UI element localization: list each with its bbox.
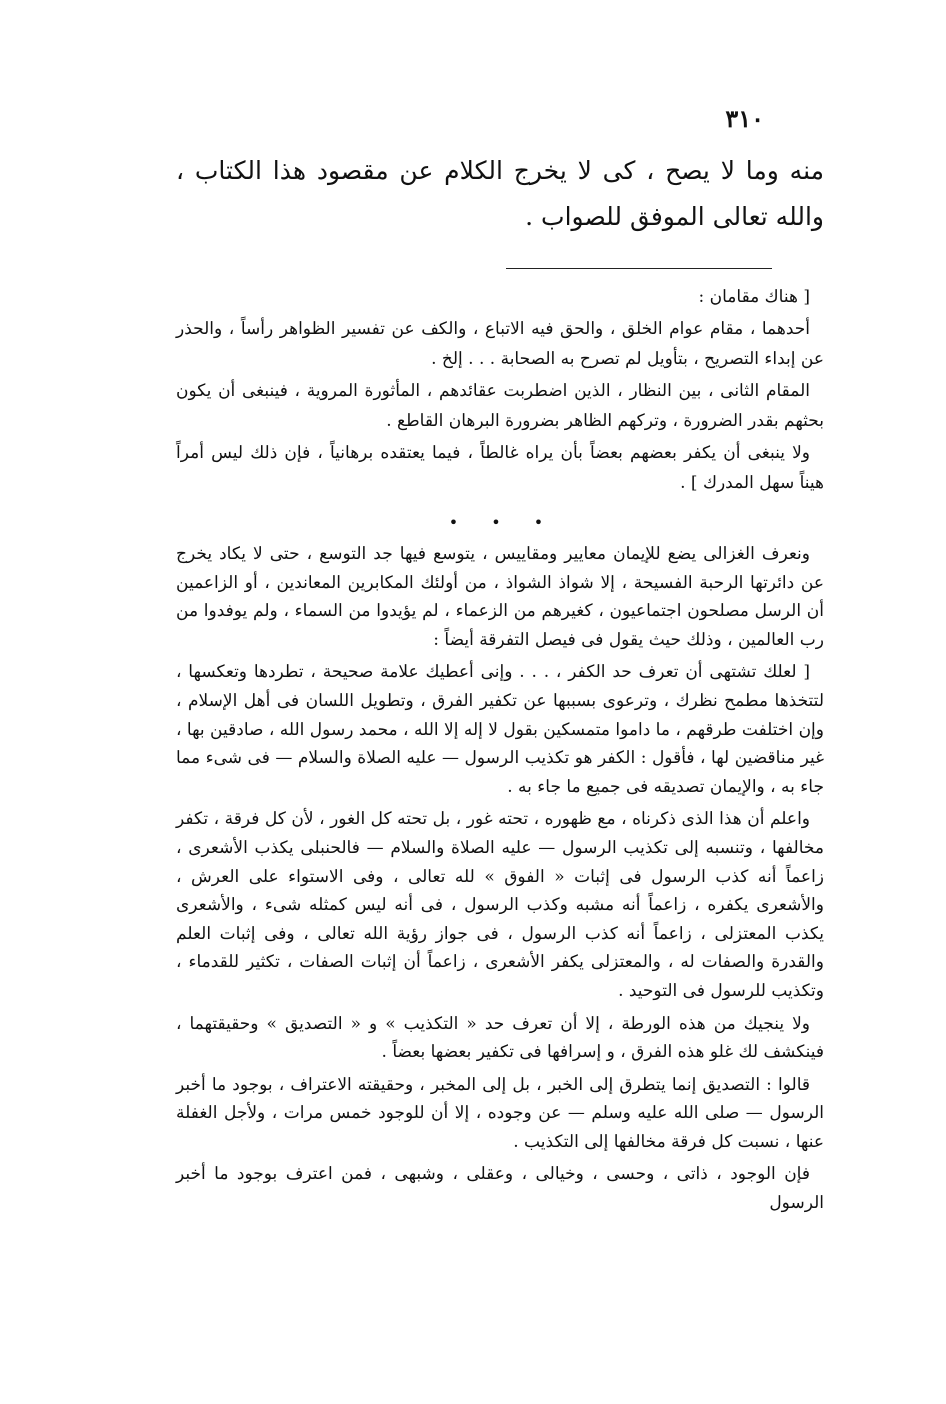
paragraph: قالوا : التصديق إنما يتطرق إلى الخبر ، بل إلى المخبر ، وحقيقته الاعتراف ، بوجود ما أخبر الرسول — صلى الله عليه وسلم — عن وجوده ، إلا أن للوجود خمس مرات ، ولأجل الغفلة عنها ، نسبت كل فرقة مخالفها إلى التكذيب . (176, 1074, 824, 1152)
footnote-divider (506, 268, 772, 269)
paragraph: فإن الوجود ، ذاتى ، وحسى ، وخيالى ، وعقلى ، وشبهى ، فمن اعترف بوجود ما أخبر الرسول (176, 1164, 824, 1214)
section-separator: • • • (448, 513, 558, 532)
footnote-line: [ هناك مقامان : (698, 287, 810, 307)
main-text (176, 540, 824, 1222)
paragraph: ونعرف الغزالى يضع للإيمان معايير ومقاييس ، يتوسع فيها جد التوسع ، حتى لا يكاد يخرج عن دائرتها الرحبة الفسيحة ، إلا شواذ الشواذ ، من أولئك المكابرين المعاندين ، أو الزاعمين أن الرسل مصلحون اجتماعيون ، كغيرهم من الزعماء ، لم يؤيدوا من السماء ، ولم يوفدوا من رب العالمين ، وذلك حيث يقول فى فيصل التفرقة أيضاً : (176, 544, 824, 650)
footnote-paragraph: المقام الثانى ، بين النظار ، الذين اضطربت عقائدهم ، المأثورة المروية ، فينبغى أن يكون بحثهم بقدر الضرورة ، وتركهم الظاهر بضرورة البرهان القاطع . (176, 381, 824, 431)
page-number: ٣١٠ (725, 104, 764, 133)
paragraph: واعلم أن هذا الذى ذكرناه ، مع ظهوره ، تحته غور ، بل تحته كل الغور ، لأن كل فرقة ، تكفر مخالفها ، وتنسبه إلى تكذيب الرسول — عليه الصلاة والسلام — فالحنبلى يكذب الأشعرى ، زاعماً أنه كذب الرسول فى إثبات « الفوق » لله تعالى ، وفى الاستواء على العرش ، والأشعرى يكفره ، زاعماً أنه مشبه وكذب الرسول ، فى أنه ليس كمثله شىء ، والأشعرى يكذب المعتزلى ، زاعماً أنه كذب الرسول ، فى جواز رؤية الله تعالى ، وفى إثبات العلم والقدرة والصفات له ، والمعتزلى يكفر الأشعرى ، زاعماً أن إثبات الصفات ، تكثير للقدماء ، وتكذيب للرسول فى التوحيد . (176, 809, 824, 1001)
quoted-paragraph: [ لعلك تشتهى أن تعرف حد الكفر ، . . . وإنى أعطيك علامة صحيحة ، تطردها وتعكسها ، لتتخذها مطمح نظرك ، وترعوى بسببها عن تكفير الفرق ، وتطويل اللسان فى أهل الإسلام ، وإن اختلفت طرقهم ، ما داموا متمسكين بقول لا إله إلا الله ، محمد رسول الله ، صادقين بها ، غير مناقضين لها ، فأقول : الكفر هو تكذيب الرسول — عليه الصلاة والسلام — فى شىء مما جاء به ، والإيمان تصديقه فى جميع ما جاء به . (176, 662, 824, 797)
footnote-paragraph: ولا ينبغى أن يكفر بعضهم بعضاً بأن يراه غالطاً ، فيما يعتقده برهانياً ، فإن ذلك ليس أمراً هيناً سهل المدرك ] . (176, 443, 824, 493)
paragraph: ولا ينجيك من هذه الورطة ، إلا أن تعرف حد « التكذيب » و « التصديق » وحقيقتهما ، فينكشف لك غلو هذه الفرق ، و إسرافها فى تكفير بعضها بعضاً . (176, 1013, 824, 1063)
footnote-paragraph: أحدهما ، مقام عوام الخلق ، والحق فيه الاتباع ، والكف عن تفسير الظواهر رأساً ، والحذر عن إبداء التصريح ، بتأويل لم تصرح به الصحابة . . . إلخ . (176, 319, 824, 369)
footnote-block (176, 282, 824, 500)
paragraph: منه وما لا يصح ، كى لا يخرج الكلام عن مقصود هذا الكتاب ، والله تعالى الموفق للصواب . (176, 156, 824, 231)
continuation-paragraph (176, 148, 824, 240)
